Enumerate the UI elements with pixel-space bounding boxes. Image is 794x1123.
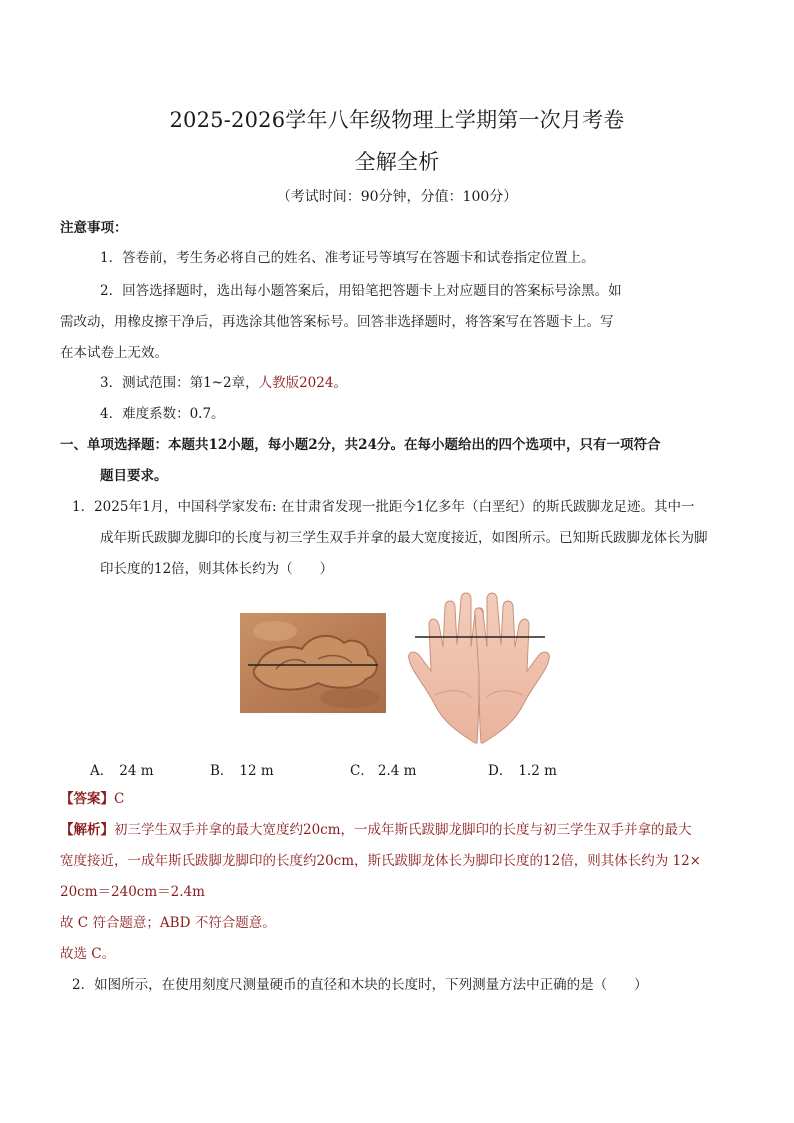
note-item-3-highlight: 人教版2024 bbox=[258, 375, 334, 391]
section-1-heading-line-2: 题目要求。 bbox=[100, 468, 168, 484]
note-item-3-suffix: 。 bbox=[333, 375, 347, 391]
analysis-conclusion: 故 C 符合题意；ABD 不符合题意。 bbox=[60, 915, 276, 931]
option-a bbox=[90, 759, 154, 779]
option-c-value: 2.4 m bbox=[377, 763, 417, 779]
note-item-2-line-3: 在本试卷上无效。 bbox=[60, 345, 168, 361]
option-a-value: 24 m bbox=[119, 763, 154, 779]
analysis-line-2: 宽度接近，一成年斯氏跋脚龙脚印的长度约20cm，斯氏跋脚龙体长为脚印长度的12倍，则其体长约为 12× bbox=[60, 853, 701, 869]
option-b-label: B． bbox=[210, 763, 234, 779]
note-item-1: 1．答卷前，考生务必将自己的姓名、准考证号等填写在答题卡和试卷指定位置上。 bbox=[100, 250, 595, 266]
option-b bbox=[210, 759, 274, 779]
note-item-4: 4．难度系数：0.7。 bbox=[100, 406, 225, 422]
answer-value: C bbox=[114, 791, 125, 807]
analysis-line-3: 20cm＝240cm＝2.4m bbox=[60, 884, 205, 900]
note-item-3-prefix: 3．测试范围：第1~2章， bbox=[100, 375, 259, 391]
analysis-text-1: 初三学生双手并拿的最大宽度约20cm，一成年斯氏跋脚龙脚印的长度与初三学生双手并拿的最大 bbox=[114, 822, 692, 838]
option-c-label: C． bbox=[350, 763, 374, 779]
option-d bbox=[488, 759, 557, 779]
note-item-2-line-1: 2．回答选择题时，选出每小题答案后，用铅笔把答题卡上对应题目的答案标号涂黑。如 bbox=[100, 283, 622, 299]
question-2-line-1: 2．如图所示，在使用刻度尺测量硬币的直径和木块的长度时，下列测量方法中正确的是（ ） bbox=[72, 977, 648, 993]
question-1-line-2: 成年斯氏跋脚龙脚印的长度与初三学生双手并拿的最大宽度接近，如图所示。已知斯氏跋脚龙体长为脚 bbox=[100, 530, 708, 546]
notes-heading: 注意事项： bbox=[60, 220, 128, 236]
document-subtitle: 全解全析 bbox=[354, 150, 440, 174]
option-c bbox=[350, 759, 416, 779]
document-title: 2025-2026学年八年级物理上学期第一次月考卷 bbox=[169, 108, 625, 132]
analysis-select: 故选 C。 bbox=[60, 946, 116, 962]
option-d-value: 1.2 m bbox=[518, 763, 557, 779]
answer-line bbox=[60, 790, 124, 808]
dinosaur-footprint-image bbox=[240, 613, 386, 713]
hands-image bbox=[405, 585, 553, 745]
option-b-value: 12 m bbox=[239, 763, 274, 779]
answer-label: 【答案】 bbox=[60, 791, 114, 807]
option-a-label: A． bbox=[90, 763, 114, 779]
question-1-line-1: 1．2025年1月，中国科学家发布: 在甘肃省发现一批距今1亿多年（白垩纪）的斯氏跋脚龙足迹。其中一 bbox=[72, 499, 695, 515]
analysis-label: 【解析】 bbox=[60, 822, 114, 838]
option-d-label: D． bbox=[488, 763, 513, 779]
question-1-line-3: 印长度的12倍，则其体长约为（ ） bbox=[100, 561, 334, 577]
analysis-line-1 bbox=[60, 821, 692, 839]
note-item-2-line-2: 需改动，用橡皮擦干净后，再选涂其他答案标号。回答非选择题时，将答案写在答题卡上。写 bbox=[60, 314, 614, 330]
note-item-3 bbox=[100, 374, 347, 392]
exam-info: （考试时间：90分钟，分值：100分） bbox=[276, 189, 518, 205]
section-1-heading-line-1: 一、单项选择题：本题共12小题，每小题2分，共24分。在每小题给出的四个选项中，只有一项符合 bbox=[60, 437, 661, 453]
